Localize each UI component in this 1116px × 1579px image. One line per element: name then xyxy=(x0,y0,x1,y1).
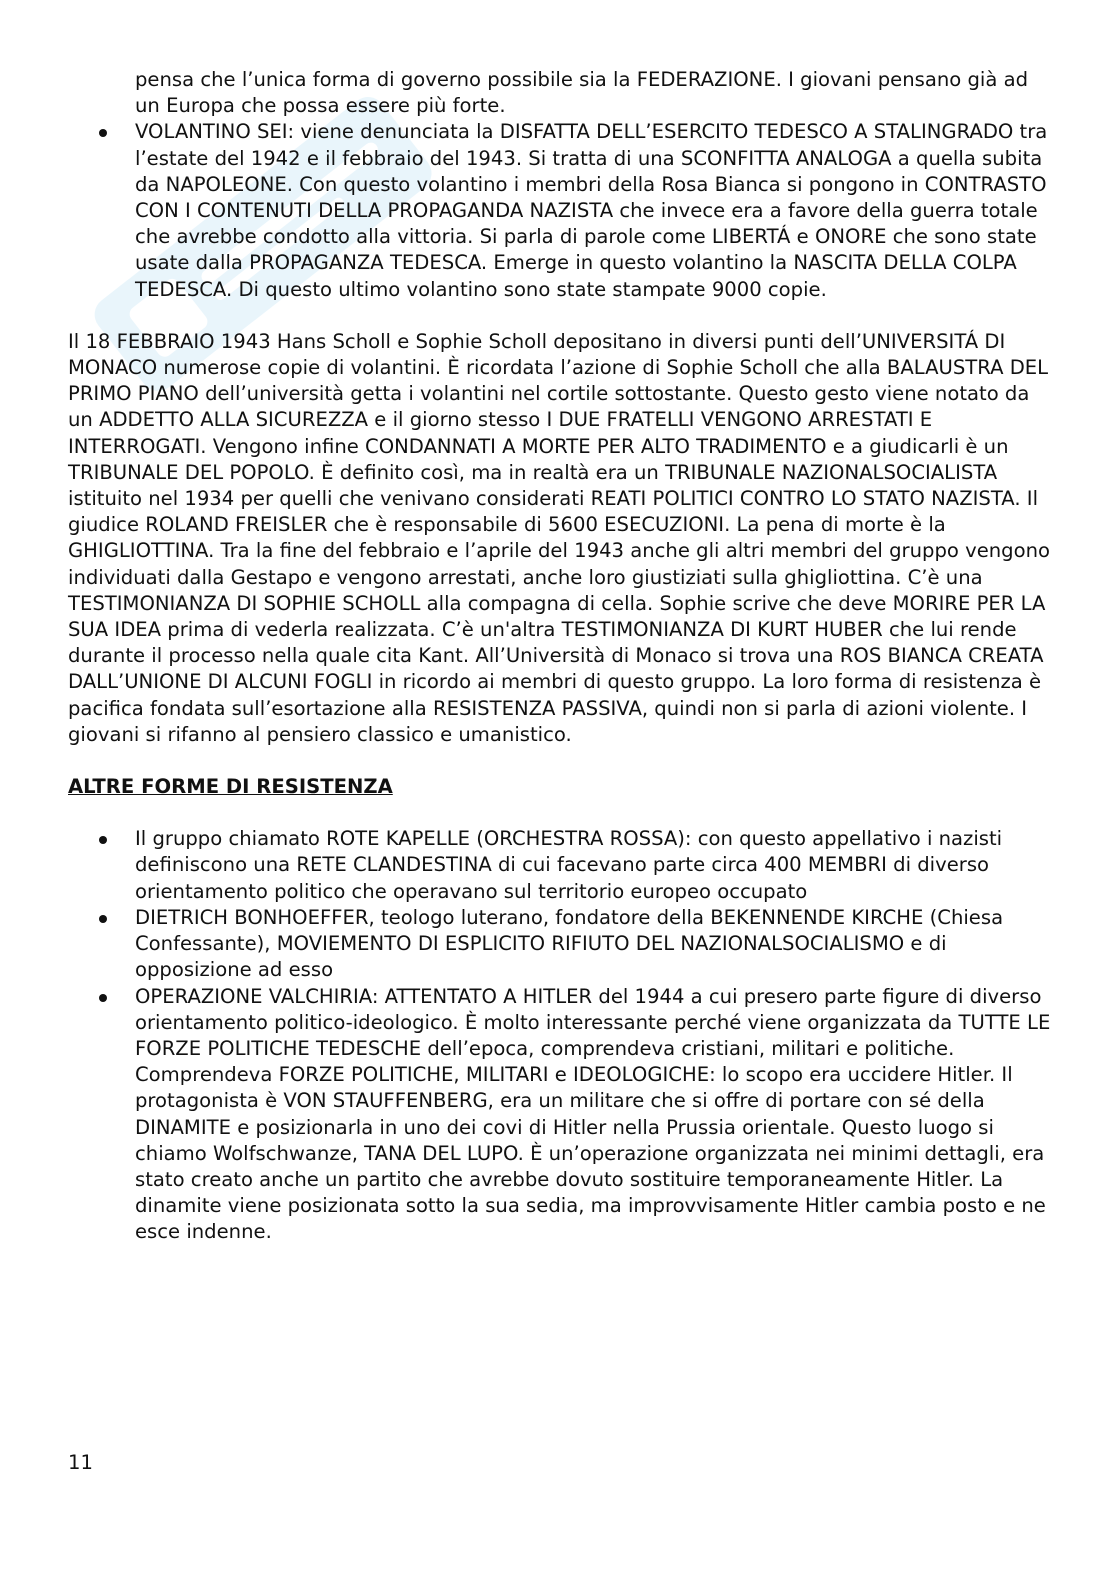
bullet-icon xyxy=(99,129,107,137)
bullet-icon xyxy=(99,836,107,844)
document-body xyxy=(68,67,1058,1246)
resistance-list xyxy=(68,826,1058,1245)
list-item xyxy=(68,826,1058,905)
list-item-text: OPERAZIONE VALCHIRIA: ATTENTATO A HITLER del 1944 a cui presero parte figure di diverso orientamento politico-ideologico. È molto interessante perché viene organizzata da TUTTE LE FORZE POLITICHE TEDESCHE dell’epoca, comprendeva cristiani, militari e politiche. Comprendeva FORZE POLITICHE, MILITARI e IDEOLOGICHE: lo scopo era uccidere Hitler. Il protagonista è VON STAUFFENBERG, era un militare che si offre di portare con sé della DINAMITE e posizionarla in uno dei covi di Hitler nella Prussia orientale. Questo luogo si chiamo Wolfschwanze, TANA DEL LUPO. È un’operazione organizzata nei minimi dettagli, era stato creato anche un partito che avrebbe dovuto sostituire temporaneamente Hitler. La dinamite viene posizionata sotto la sua sedia, ma improvvisamente Hitler cambia posto e ne esce indenne. xyxy=(135,984,1051,1244)
leaflet-list xyxy=(68,119,1058,302)
bullet-icon xyxy=(99,994,107,1002)
list-item-text: Il gruppo chiamato ROTE KAPELLE (ORCHESTRA ROSSA): con questo appellativo i nazisti definiscono una RETE CLANDESTINA di cui facevano parte circa 400 MEMBRI di diverso orientamento politico che operavano sul territorio europeo occupato xyxy=(135,827,1003,903)
list-item xyxy=(68,119,1058,302)
main-paragraph: Il 18 FEBBRAIO 1943 Hans Scholl e Sophie Scholl depositano in diversi punti dell’UNIVERSITÁ DI MONACO numerose copie di volantini. È ricordata l’azione di Sophie Scholl che alla BALAUSTRA DEL PRIMO PIANO dell’università getta i volantini nel cortile sottostante. Questo gesto viene notato da un ADDETTO ALLA SICUREZZA e il giorno stesso I DUE FRATELLI VENGONO ARRESTATI E INTERROGATI. Vengono infine CONDANNATI A MORTE PER ALTO TRADIMENTO e a giudicarli è un TRIBUNALE DEL POPOLO. È definito così, ma in realtà era un TRIBUNALE NAZIONALSOCIALISTA istituito nel 1934 per quelli che venivano considerati REATI POLITICI CONTRO LO STATO NAZISTA. Il giudice ROLAND FREISLER che è responsabile di 5600 ESECUZIONI. La pena di morte è la GHIGLIOTTINA. Tra la fine del febbraio e l’aprile del 1943 anche gli altri membri del gruppo vengono individuati dalla Gestapo e vengono arrestati, anche loro giustiziati sulla ghigliottina. C’è una TESTIMONIANZA DI SOPHIE SCHOLL alla compagna di cella. Sophie scrive che deve MORIRE PER LA SUA IDEA prima di vederla realizzata. C’è un'altra TESTIMONIANZA DI KURT HUBER che lui rende durante il processo nella quale cita Kant. All’Università di Monaco si trova una ROS BIANCA CREATA DALL’UNIONE DI ALCUNI FOGLI in ricordo ai membri di questo gruppo. La loro forma di resistenza è pacifica fondata sull’esortazione alla RESISTENZA PASSIVA, quindi non si parla di azioni violente. I giovani si rifanno al pensiero classico e umanistico. xyxy=(68,329,1051,746)
list-item-text: DIETRICH BONHOEFFER, teologo luterano, fondatore della BEKENNENDE KIRCHE (Chiesa Confessante), MOVIEMENTO DI ESPLICITO RIFIUTO DEL NAZIONALSOCIALISMO e di opposizione ad esso xyxy=(135,905,1004,982)
list-item xyxy=(68,905,1058,984)
intro-continuation: pensa che l’unica forma di governo possibile sia la FEDERAZIONE. I giovani pensano già ad un Europa che possa essere più forte. xyxy=(135,68,1029,118)
list-item xyxy=(68,984,1058,1246)
bullet-icon xyxy=(99,915,107,923)
list-item-text: VOLANTINO SEI: viene denunciata la DISFATTA DELL’ESERCITO TEDESCO A STALINGRADO tra l’estate del 1942 e il febbraio del 1943. Si tratta di una SCONFITTA ANALOGA a quella subita da NAPOLEONE. Con questo volantino i membri della Rosa Bianca si pongono in CONTRASTO CON I CONTENUTI DELLA PROPAGANDA NAZISTA che invece era a favore della guerra totale che avrebbe condotto alla vittoria. Si parla di parole come LIBERTÁ e ONORE che sono state usate dalla PROPAGANZA TEDESCA. Emerge in questo volantino la NASCITA DELLA COLPA TEDESCA. Di questo ultimo volantino sono state stampate 9000 copie. xyxy=(135,120,1048,301)
page-number: 11 xyxy=(68,1451,93,1474)
section-heading: ALTRE FORME DI RESISTENZA xyxy=(68,775,393,799)
